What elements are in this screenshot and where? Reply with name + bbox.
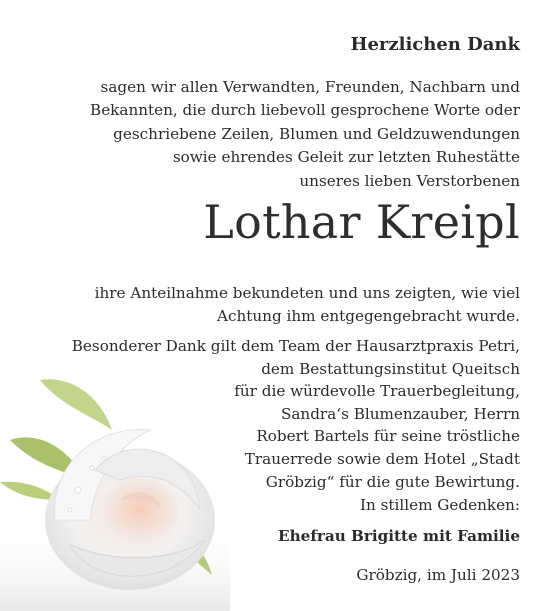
intro-line: Bekannten, die durch liebevoll gesprochene Worte oder: [90, 101, 520, 120]
intro-line: geschriebene Zeilen, Blumen und Geldzuwendungen: [113, 124, 520, 143]
deceased-name: Lothar Kreipl: [203, 195, 520, 249]
thanks-line: dem Bestattungsinstitut Queitsch: [261, 359, 520, 378]
intro-line: sowie ehrendes Geleit zur letzten Ruhestätte: [172, 148, 520, 167]
thanks-paragraph: [72, 335, 520, 493]
thanks-line: Gröbzig“ für die gute Bewirtung.: [265, 472, 520, 491]
sympathy-line: Achtung ihm entgegengebracht wurde.: [217, 307, 520, 326]
thanks-line: Trauerrede sowie dem Hotel „Stadt: [244, 449, 520, 468]
sympathy-line: ihre Anteilnahme bekundeten und uns zeigten, wie viel: [94, 284, 520, 302]
thanks-line: Besonderer Dank gilt dem Team der Hausarztpraxis Petri,: [71, 337, 520, 355]
signers: Ehefrau Brigitte mit Familie: [278, 527, 520, 545]
thanks-line: Sandra‘s Blumenzauber, Herrn: [280, 404, 520, 423]
intro-paragraph: [90, 76, 520, 193]
intro-line: sagen wir allen Verwandten, Freunden, Nachbarn und: [100, 78, 520, 96]
place-date: Gröbzig, im Juli 2023: [356, 566, 520, 584]
thanks-line: Robert Bartels für seine tröstliche: [256, 427, 520, 446]
intro-line: unseres lieben Verstorbenen: [299, 171, 520, 190]
thanks-line: für die würdevolle Trauerbegleitung,: [234, 382, 520, 401]
memory-line: In stillem Gedenken:: [360, 496, 520, 514]
heading: Herzlichen Dank: [350, 34, 520, 55]
sympathy-paragraph: [95, 282, 520, 329]
